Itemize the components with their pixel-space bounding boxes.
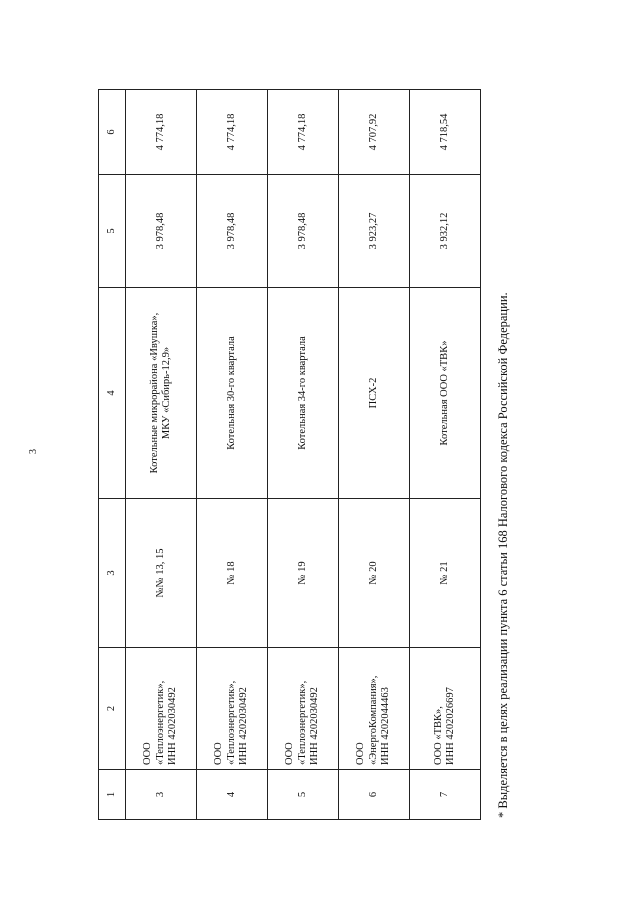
row-number: 5	[268, 770, 339, 820]
zone-cell: № 18	[197, 499, 268, 648]
table-row	[339, 90, 410, 820]
row-number: 3	[126, 770, 197, 820]
org-line: ООО	[142, 742, 154, 765]
zone-cell: № 21	[410, 499, 481, 648]
heat-source-cell	[126, 288, 197, 499]
org-line: «Теплоэнергетик»,	[154, 680, 166, 765]
col-header-1: 1	[99, 770, 126, 820]
heat-source-cell	[268, 288, 339, 499]
organization-cell	[126, 648, 197, 770]
value-col6: 4 774,18	[268, 90, 339, 175]
zone-cell: № 19	[268, 499, 339, 648]
page-number: 3	[28, 449, 39, 454]
org-line: ИНН 4202030492	[238, 687, 250, 765]
value-col6: 4 774,18	[126, 90, 197, 175]
org-line: ИНН 4202030492	[167, 687, 179, 765]
source-line: Котельная 30-го квартала	[225, 336, 237, 450]
value-col5: 3 923,27	[339, 175, 410, 288]
value-col5: 3 978,48	[197, 175, 268, 288]
source-line: Котельная ООО «ТВК»	[438, 340, 450, 446]
source-line: Котельная 34-го квартала	[296, 336, 308, 450]
tariff-table	[98, 89, 481, 820]
source-line: ПСХ-2	[367, 377, 379, 409]
table-row	[197, 90, 268, 820]
source-line: МКУ «Сибирь-12,9»	[161, 346, 172, 440]
col-header-3: 3	[99, 499, 126, 648]
value-col6: 4 718,54	[410, 90, 481, 175]
table-row	[268, 90, 339, 820]
value-col5: 3 978,48	[126, 175, 197, 288]
heat-source-cell	[410, 288, 481, 499]
source-line: Котельные микрорайона «Ивушка»,	[148, 312, 160, 474]
value-col5: 3 932,12	[410, 175, 481, 288]
zone-cell: №№ 13, 15	[126, 499, 197, 648]
org-line: ИНН 4202044463	[380, 687, 392, 765]
rotated-content	[98, 90, 510, 820]
organization-cell	[197, 648, 268, 770]
heat-source-cell	[339, 288, 410, 499]
col-header-5: 5	[99, 175, 126, 288]
org-line: «Теплоэнергетик»,	[225, 680, 237, 765]
organization-cell	[410, 648, 481, 770]
org-line: ООО	[284, 742, 296, 765]
col-header-4: 4	[99, 288, 126, 499]
table-row	[126, 90, 197, 820]
header-row	[99, 90, 126, 820]
footnote: * Выделяется в целях реализации пункта 6 статьи 168 Налогового кодекса Российской Федерации.	[496, 292, 510, 818]
table-row	[410, 90, 481, 820]
org-line: ИНН 4202030492	[309, 687, 321, 765]
org-line: ООО	[355, 742, 367, 765]
col-header-6: 6	[99, 90, 126, 175]
value-col6: 4 707,92	[339, 90, 410, 175]
org-line: ООО	[213, 742, 225, 765]
value-col5: 3 978,48	[268, 175, 339, 288]
row-number: 6	[339, 770, 410, 820]
row-number: 4	[197, 770, 268, 820]
zone-cell: № 20	[339, 499, 410, 648]
organization-cell	[339, 648, 410, 770]
row-number: 7	[410, 770, 481, 820]
organization-cell	[268, 648, 339, 770]
col-header-2: 2	[99, 648, 126, 770]
org-line: «ЭнергоКомпания»,	[367, 675, 379, 765]
heat-source-cell	[197, 288, 268, 499]
org-line: ИНН 4202026697	[445, 687, 456, 765]
org-line: «Теплоэнергетик»,	[296, 680, 308, 765]
value-col6: 4 774,18	[197, 90, 268, 175]
org-line: ООО «ТВК»,	[432, 706, 444, 765]
